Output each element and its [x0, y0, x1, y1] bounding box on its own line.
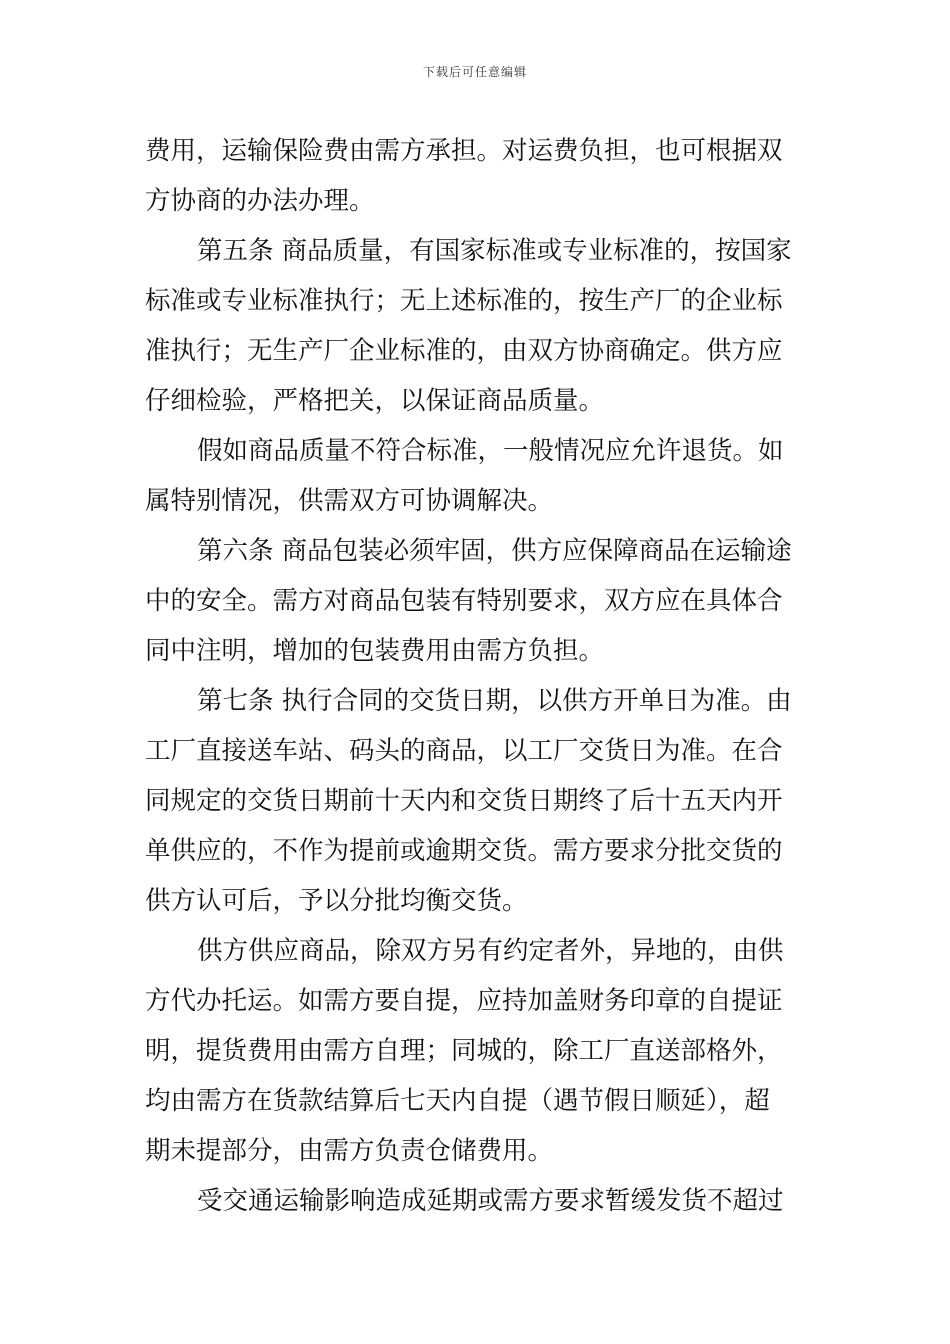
text-line: 准执行；无生产厂企业标准的，由双方协商确定。供方应: [145, 336, 783, 366]
article-5-start: 第五条 商品质量，有国家标准或专业标准的，按国家: [197, 236, 792, 266]
text-line: 同中注明，增加的包装费用由需方负担。: [145, 636, 605, 666]
text-line: 属特别情况，供需双方可协调解决。: [145, 486, 554, 516]
paragraph-start: 受交通运输影响造成延期或需方要求暂缓发货不超过: [197, 1186, 784, 1216]
text-line: 工厂直接送车站、码头的商品，以工厂交货日为准。在合: [145, 736, 783, 766]
paragraph-start: 供方供应商品，除双方另有约定者外，异地的，由供: [197, 936, 784, 966]
page-header: 下载后可任意编辑: [422, 65, 527, 79]
text-line: 供方认可后，予以分批均衡交货。: [145, 886, 528, 916]
article-7-start: 第七条 执行合同的交货日期，以供方开单日为准。由: [197, 686, 792, 716]
text-line: 方代办托运。如需方要自提，应持加盖财务印章的自提证: [145, 986, 783, 1016]
text-line: 单供应的，不作为提前或逾期交货。需方要求分批交货的: [145, 836, 783, 866]
document-body: [145, 126, 807, 1226]
article-6-start: 第六条 商品包装必须牢固，供方应保障商品在运输途: [197, 536, 792, 566]
text-line: 均由需方在货款结算后七天内自提（遇节假日顺延），超: [145, 1086, 770, 1116]
text-line: 期未提部分，由需方负责仓储费用。: [145, 1136, 554, 1166]
text-line: 明，提货费用由需方自理；同城的，除工厂直送部格外，: [145, 1036, 783, 1066]
paragraph-start: 假如商品质量不符合标准，一般情况应允许退货。如: [197, 436, 784, 466]
text-line: 费用，运输保险费由需方承担。对运费负担，也可根据双: [145, 136, 783, 166]
text-line: 仔细检验，严格把关，以保证商品质量。: [145, 386, 605, 416]
text-line: 方协商的办法办理。: [145, 186, 375, 216]
text-line: 同规定的交货日期前十天内和交货日期终了后十五天内开: [145, 786, 783, 816]
text-line: 标准或专业标准执行；无上述标准的，按生产厂的企业标: [145, 286, 783, 316]
text-line: 中的安全。需方对商品包装有特别要求，双方应在具体合: [145, 586, 783, 616]
